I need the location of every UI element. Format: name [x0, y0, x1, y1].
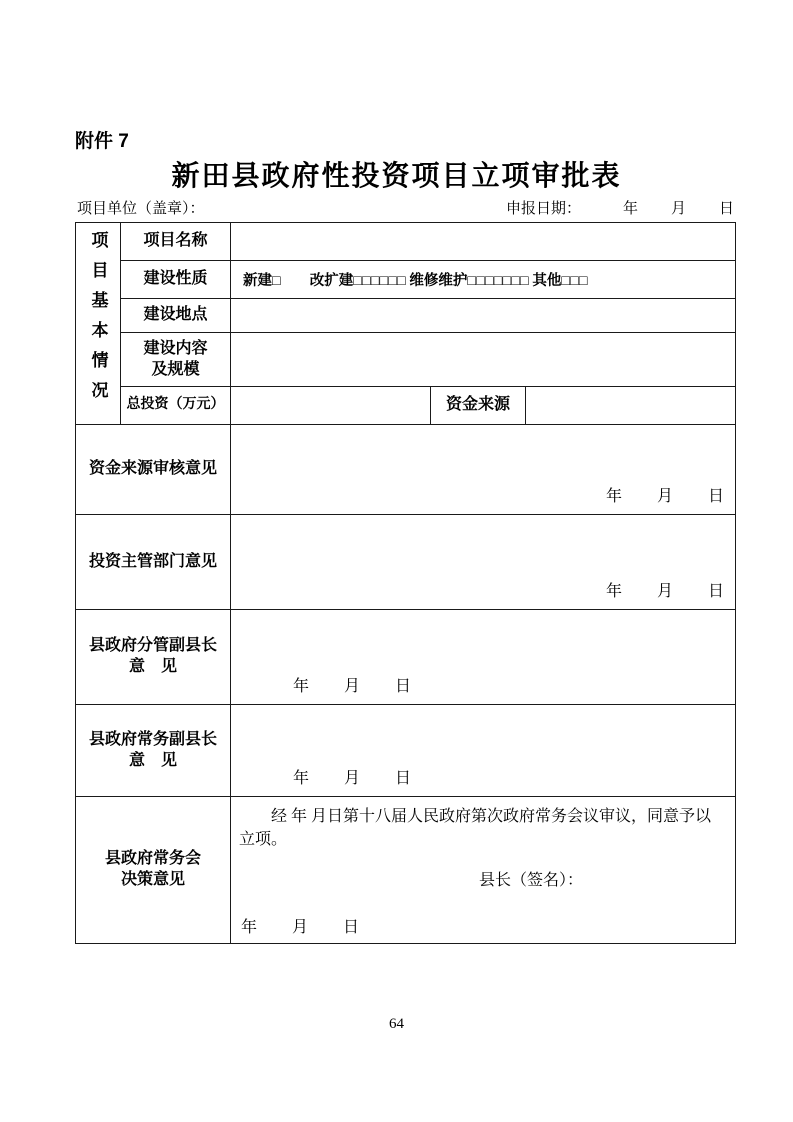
attachment-label: 附件 7 [75, 131, 129, 152]
construction-nature-options: 新建□ 改扩建□□□□□□ 维修维护□□□□□□□ 其他□□□ [231, 261, 736, 299]
executive-deputy-magistrate-label [76, 705, 231, 797]
executive-meeting-decision-label-line2: 决策意见 [120, 871, 185, 889]
row-construction-content-scale [76, 333, 736, 387]
executive-deputy-magistrate-area [231, 705, 736, 797]
deputy-magistrate-in-charge-label-line1: 县政府分管副县长 [88, 637, 217, 655]
construction-content-label-line1: 建设内容 [143, 339, 208, 357]
deputy-magistrate-in-charge-label-line2: 意 见 [128, 658, 177, 675]
investment-department-opinion-area [231, 515, 736, 610]
basic-info-section-header [76, 223, 121, 425]
deputy-magistrate-in-charge-date: 年 月 日 [293, 678, 413, 695]
construction-nature-label: 建设性质 [121, 261, 231, 299]
construction-content-label [121, 333, 231, 387]
investment-department-opinion-label: 投资主管部门意见 [76, 515, 231, 610]
row-investment-department-opinion [76, 515, 736, 610]
meta-row [77, 197, 735, 218]
funding-review-opinion-area [231, 425, 736, 515]
construction-content-label-line2: 及规模 [151, 360, 200, 378]
declare-date-value: 年 月 日 [622, 201, 735, 217]
decision-body-text: 经 年 月日第十八届人民政府第次政府常务会议审议，同意予以立项。 [239, 808, 712, 849]
magistrate-signature-label: 县长（签名）： [479, 872, 584, 890]
row-funding-review-opinion [76, 425, 736, 515]
project-name-field [231, 223, 736, 261]
executive-meeting-decision-label-line1: 县政府常务会 [104, 850, 201, 868]
funding-source-label: 资金来源 [431, 387, 526, 425]
row-project-name [76, 223, 736, 261]
total-investment-label: 总投资（万元） [121, 387, 231, 425]
declare-date-label: 申报日期： [505, 201, 581, 217]
funding-source-field [526, 387, 736, 425]
investment-department-opinion-date: 年 月 日 [606, 583, 726, 600]
executive-deputy-magistrate-label-line2: 意 见 [128, 751, 177, 769]
row-construction-location [76, 299, 736, 333]
project-unit-label: 项目单位（盖章）： [77, 201, 205, 217]
construction-location-label: 建设地点 [121, 299, 231, 333]
row-deputy-magistrate-in-charge-opinion [76, 610, 736, 705]
declare-date [506, 197, 735, 218]
funding-review-opinion-date: 年 月 日 [606, 488, 726, 505]
executive-meeting-decision-label [76, 797, 231, 944]
approval-form-table [75, 222, 736, 944]
executive-deputy-magistrate-label-line1: 县政府常务副县长 [88, 730, 217, 748]
row-construction-nature [76, 261, 736, 299]
form-title: 新田县政府性投资项目立项审批表 [171, 160, 622, 191]
page-number: 64 [389, 1016, 404, 1032]
decision-date: 年 月 日 [241, 919, 361, 937]
project-name-label: 项目名称 [121, 223, 231, 261]
funding-review-opinion-label: 资金来源审核意见 [76, 425, 231, 515]
construction-content-field [231, 333, 736, 387]
row-total-investment [76, 387, 736, 425]
row-executive-deputy-magistrate-opinion [76, 705, 736, 797]
construction-location-field [231, 299, 736, 333]
executive-deputy-magistrate-date: 年 月 日 [293, 770, 413, 787]
total-investment-field [231, 387, 431, 425]
deputy-magistrate-in-charge-area [231, 610, 736, 705]
deputy-magistrate-in-charge-label [76, 610, 231, 705]
basic-info-vertical-text: 项目基本情况 [88, 231, 108, 411]
executive-meeting-decision-area [231, 797, 736, 944]
row-executive-meeting-decision [76, 797, 736, 944]
